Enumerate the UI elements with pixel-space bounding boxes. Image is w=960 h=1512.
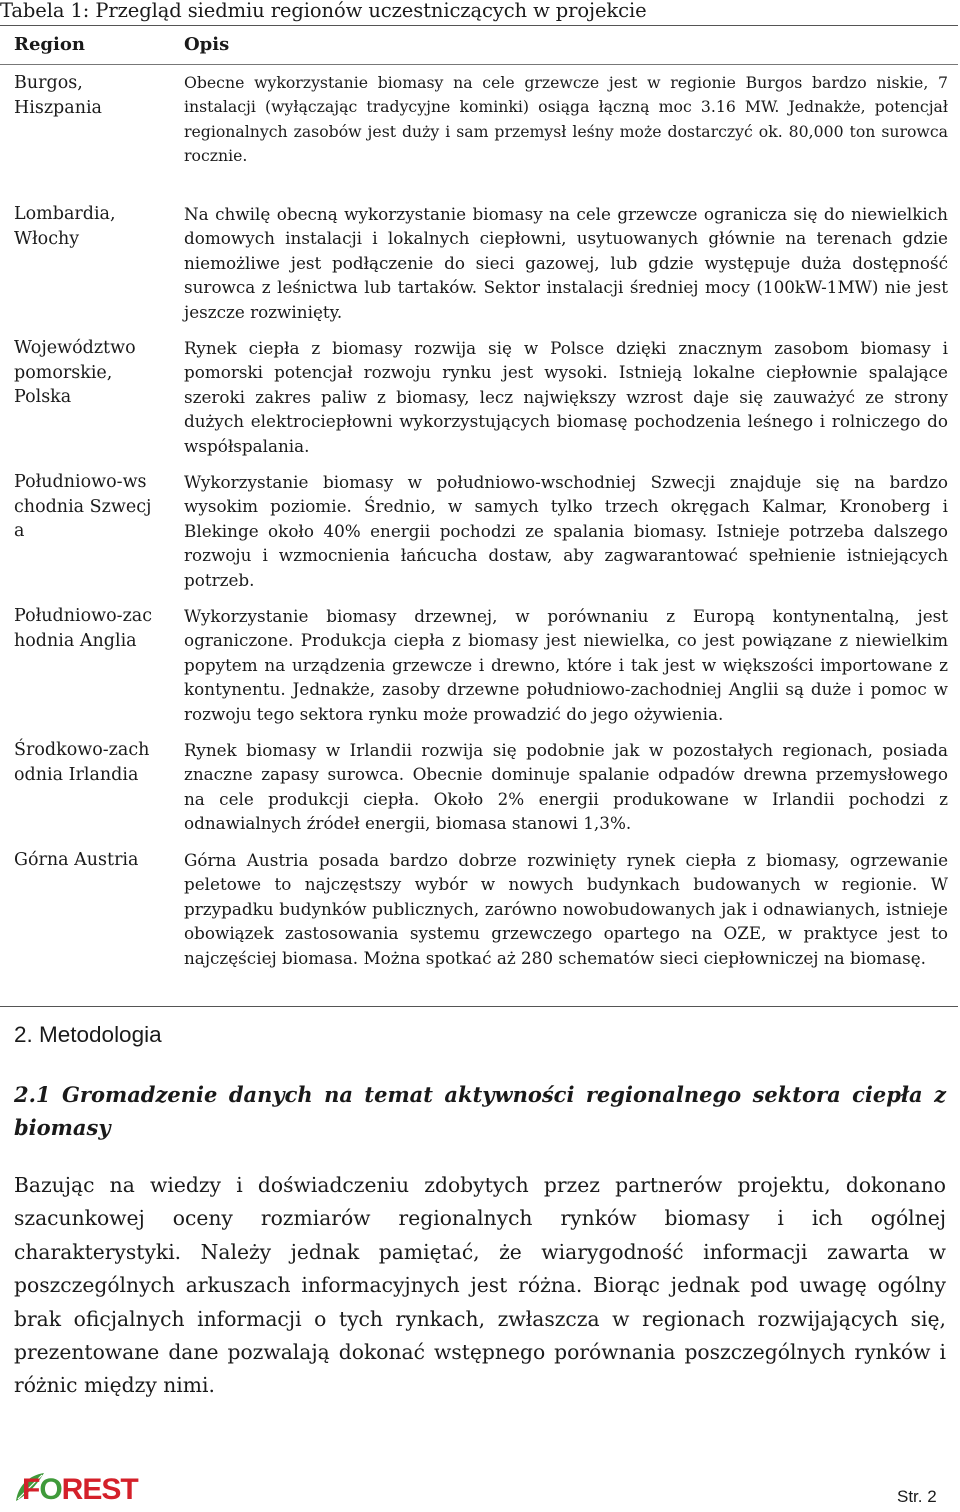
region-cell: Burgos, Hiszpania: [14, 73, 102, 118]
table-row: [0, 470, 958, 604]
region-cell: Środkowo-zachodnia Irlandia: [14, 740, 150, 785]
table-header-row: [0, 26, 958, 65]
region-cell: Górna Austria: [14, 850, 139, 870]
regions-table: [0, 25, 958, 1007]
description-cell: Wykorzystanie biomasy drzewnej, w porównaniu z Europą kontynentalną, jest ograniczone. Produkcja ciepła z biomasy jest niewielka, co jest powiązane z niewielkim popytem na urządzenia grzewcze i drewno, które i tak jest w większości importowane z kontynentu. Jednakże, zasoby drzewne południowo-zachodniej Anglii są duże i pomoc w rozwoju tego sektora rynku może prowadzić do jego ożywienia.: [184, 606, 948, 724]
forest-logo: [14, 1467, 144, 1507]
table-row: [0, 848, 958, 1006]
region-cell: Południowo-wschodnia Szwecja: [14, 472, 152, 541]
description-cell: Rynek ciepła z biomasy rozwija się w Polsce dzięki znacznym zasobom biomasy i pomorski potencjał rozwoju rynku jest wysoki. Istnieją lokalne ciepłownie spalające szeroki zakres paliw z biomasy, lecz największy wzrost daje się zauważyć ze strony dużych elektrociepłowni wykorzystujących biomasę pochodzenia leśnego i rolniczego do współspalania.: [184, 338, 948, 456]
header-description: Opis: [184, 34, 230, 55]
description-cell: Górna Austria posada bardzo dobrze rozwinięty rynek ciepła z biomasy, ogrzewanie peletowe to najczęstszy wybór w nowych budynkach budowanych w regionie. W przypadku budynków publicznych, zarówno nowobudowanych jak i odnawianych, istnieje obowiązek zastosowania systemu grzewczego opartego na OZE, w praktyce jest to najczęściej biomasa. Można spotkać aż 280 schematów sieci ciepłowniczej na biomasę.: [184, 850, 948, 968]
table-row: [0, 738, 958, 848]
subsection-heading: 2.1 Gromadzenie danych na temat aktywności regionalnego sektora ciepła z biomasy: [14, 1082, 946, 1140]
region-cell: Województwo pomorskie, Polska: [14, 338, 136, 407]
region-cell: Lombardia, Włochy: [14, 204, 116, 249]
table-row: [0, 604, 958, 738]
table-caption: Tabela 1: Przegląd siedmiu regionów uczestniczących w projekcie: [0, 0, 647, 22]
section-heading: 2. Metodologia: [14, 1022, 162, 1047]
body-paragraph: Bazując na wiedzy i doświadczeniu zdobytych przez partnerów projektu, dokonano szacunkowej oceny rozmiarów regionalnych rynków biomasy i ich ogólnej charakterystyki. Należy jednak pamiętać, że wiarygodność informacji zawarta w poszczególnych arkuszach informacyjnych jest różna. Biorąc jednak pod uwagę ogólny brak oficjalnych informacji o tych rynkach, zwłaszcza w regionach rozwijających się, prezentowane dane pozwalają dokonać wstępnego porównania poszczególnych rynków i różnic między nimi.: [14, 1173, 946, 1398]
region-cell: Południowo-zachodnia Anglia: [14, 606, 153, 651]
description-cell: Na chwilę obecną wykorzystanie biomasy na cele grzewcze ogranicza się do niewielkich domowych instalacji i lokalnych ciepłowni, usytuowanych głównie na terenach gdzie niemożliwe jest podłączenie do sieci gazowej, lub gdzie występuje duża dostępność surowca z leśnictwa lub tartaków. Sektor instalacji średniej mocy (100kW-1MW) nie jest jeszcze rozwinięty.: [184, 204, 948, 322]
table-row: [0, 336, 958, 470]
table-row: [0, 71, 958, 202]
header-region: Region: [14, 34, 85, 55]
page-number: Str. 2: [897, 1487, 937, 1506]
description-cell: Wykorzystanie biomasy w południowo-wschodniej Szwecji znajduje się na bardzo wysokim poziomie. Średnio, w samych tylko trzech okręgach Kalmar, Kronoberg i Blekinge około 40% energii pochodzi ze spalania biomasy. Istnieje potrzeba dalszego rozwoju i wzmocnienia łańcucha dostaw, aby zagwarantować spełnienie istniejących potrzeb.: [184, 472, 948, 590]
table-row: [0, 202, 958, 336]
description-cell: Obecne wykorzystanie biomasy na cele grzewcze jest w regionie Burgos bardzo niskie, 7 instalacji (wyłączając tradycyjne kominki) osiąga łączną moc 3.16 MW. Jednakże, potencjał regionalnych zasobów jest duży i sam przemysł leśny może dostarczyć ok. 80,000 ton surowca rocznie.: [184, 73, 948, 166]
description-cell: Rynek biomasy w Irlandii rozwija się podobnie jak w pozostałych regionach, posiada znaczne zapasy surowca. Obecnie dominuje spalanie odpadów drewna przemysłowego na cele produkcji ciepła. Około 2% energii produkowane w Irlandii pochodzi z odnawialnych źródeł energii, biomasa stanowi 1,3%.: [184, 740, 948, 834]
logo-wordmark: FOREST: [22, 1473, 138, 1506]
